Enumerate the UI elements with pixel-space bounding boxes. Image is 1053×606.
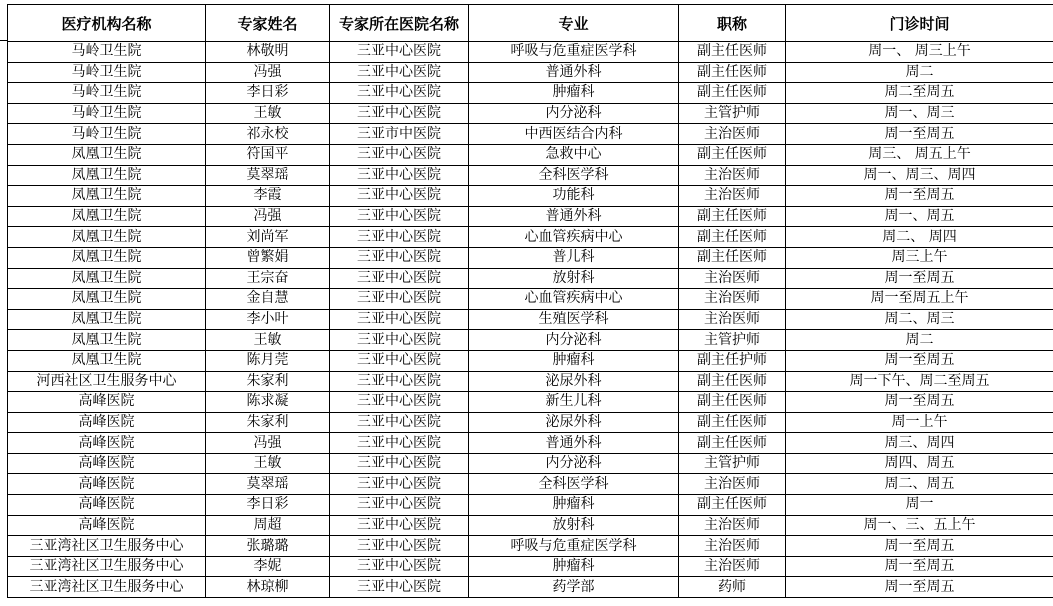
gridline-stub: [0, 40, 7, 41]
cell-expert-name[interactable]: 祁永校: [206, 124, 330, 145]
clinic-schedule-table: [7, 4, 1053, 598]
cell-title[interactable]: 主治医师: [679, 515, 786, 536]
cell-expert-hospital[interactable]: 三亚中心医院: [330, 412, 469, 433]
table-row: [8, 577, 1053, 598]
cell-clinic-time[interactable]: 周一至周五: [786, 392, 1053, 413]
cell-institution[interactable]: 高峰医院: [8, 453, 206, 474]
cell-title[interactable]: 主治医师: [679, 536, 786, 557]
cell-title[interactable]: 主治医师: [679, 165, 786, 186]
cell-clinic-time[interactable]: 周一至周五: [786, 186, 1053, 207]
cell-institution[interactable]: 凤凰卫生院: [8, 247, 206, 268]
cell-expert-name[interactable]: 李霞: [206, 186, 330, 207]
cell-clinic-time[interactable]: 周一至周五: [786, 577, 1053, 598]
cell-expert-hospital[interactable]: 三亚中心医院: [330, 289, 469, 310]
cell-specialty[interactable]: 急救中心: [469, 144, 679, 165]
cell-institution[interactable]: 高峰医院: [8, 433, 206, 454]
cell-title[interactable]: 主治医师: [679, 289, 786, 310]
cell-institution[interactable]: 马岭卫生院: [8, 103, 206, 124]
table-row: [8, 206, 1053, 227]
table-row: [8, 62, 1053, 83]
header-row: [8, 5, 1053, 42]
cell-clinic-time[interactable]: 周一: [786, 495, 1053, 516]
cell-institution[interactable]: 河西社区卫生服务中心: [8, 371, 206, 392]
cell-specialty[interactable]: 放射科: [469, 515, 679, 536]
cell-title[interactable]: 副主任医师: [679, 371, 786, 392]
header-clinic-time[interactable]: 门诊时间: [786, 5, 1053, 42]
cell-expert-hospital[interactable]: 三亚中心医院: [330, 165, 469, 186]
table-row: [8, 330, 1053, 351]
cell-institution[interactable]: 凤凰卫生院: [8, 309, 206, 330]
cell-clinic-time[interactable]: 周一至周五: [786, 124, 1053, 145]
cell-expert-name[interactable]: 李小叶: [206, 309, 330, 330]
cell-clinic-time[interactable]: 周二、 周四: [786, 227, 1053, 248]
table-row: [8, 495, 1053, 516]
cell-institution[interactable]: 三亚湾社区卫生服务中心: [8, 577, 206, 598]
cell-clinic-time[interactable]: 周一至周五: [786, 536, 1053, 557]
table-row: [8, 247, 1053, 268]
cell-expert-hospital[interactable]: 三亚市中医院: [330, 124, 469, 145]
cell-expert-name[interactable]: 刘尚军: [206, 227, 330, 248]
table-row: [8, 42, 1053, 63]
cell-expert-name[interactable]: 王敏: [206, 453, 330, 474]
cell-title[interactable]: 药师: [679, 577, 786, 598]
cell-clinic-time[interactable]: 周一至周五: [786, 556, 1053, 577]
cell-clinic-time[interactable]: 周二: [786, 330, 1053, 351]
cell-title[interactable]: 副主任医师: [679, 247, 786, 268]
cell-expert-name[interactable]: 陈求凝: [206, 392, 330, 413]
cell-title[interactable]: 副主任医师: [679, 83, 786, 104]
table-row: [8, 536, 1053, 557]
table-row: [8, 144, 1053, 165]
cell-specialty[interactable]: 放射科: [469, 268, 679, 289]
table-row: [8, 309, 1053, 330]
table-row: [8, 371, 1053, 392]
cell-clinic-time[interactable]: 周二、周三: [786, 309, 1053, 330]
cell-title[interactable]: 副主任医师: [679, 227, 786, 248]
cell-clinic-time[interactable]: 周二至周五: [786, 83, 1053, 104]
cell-expert-name[interactable]: 冯强: [206, 433, 330, 454]
cell-title[interactable]: 主治医师: [679, 474, 786, 495]
header-specialty[interactable]: 专业: [469, 5, 679, 42]
cell-title[interactable]: 主治医师: [679, 124, 786, 145]
cell-specialty[interactable]: 普通外科: [469, 206, 679, 227]
cell-clinic-time[interactable]: 周一下午、周二至周五: [786, 371, 1053, 392]
cell-expert-hospital[interactable]: 三亚中心医院: [330, 227, 469, 248]
cell-specialty[interactable]: 内分泌科: [469, 453, 679, 474]
cell-expert-name[interactable]: 冯强: [206, 62, 330, 83]
cell-expert-hospital[interactable]: 三亚中心医院: [330, 309, 469, 330]
table-row: [8, 515, 1053, 536]
cell-specialty[interactable]: 中西医结合内科: [469, 124, 679, 145]
cell-specialty[interactable]: 全科医学科: [469, 165, 679, 186]
cell-title[interactable]: 副主任医师: [679, 392, 786, 413]
cell-title[interactable]: 主治医师: [679, 556, 786, 577]
cell-specialty[interactable]: 内分泌科: [469, 103, 679, 124]
cell-clinic-time[interactable]: 周一至周五上午: [786, 289, 1053, 310]
cell-specialty[interactable]: 新生儿科: [469, 392, 679, 413]
cell-expert-hospital[interactable]: 三亚中心医院: [330, 330, 469, 351]
cell-expert-name[interactable]: 林敬明: [206, 42, 330, 63]
cell-expert-hospital[interactable]: 三亚中心医院: [330, 536, 469, 557]
cell-specialty[interactable]: 泌尿外科: [469, 412, 679, 433]
cell-institution[interactable]: 马岭卫生院: [8, 42, 206, 63]
cell-clinic-time[interactable]: 周一上午: [786, 412, 1053, 433]
table-row: [8, 556, 1053, 577]
cell-expert-name[interactable]: 金自慧: [206, 289, 330, 310]
table-row: [8, 289, 1053, 310]
cell-expert-name[interactable]: 周超: [206, 515, 330, 536]
cell-expert-hospital[interactable]: 三亚中心医院: [330, 515, 469, 536]
cell-expert-name[interactable]: 张璐璐: [206, 536, 330, 557]
cell-expert-hospital[interactable]: 三亚中心医院: [330, 83, 469, 104]
table-row: [8, 392, 1053, 413]
cell-institution[interactable]: 凤凰卫生院: [8, 289, 206, 310]
cell-expert-name[interactable]: 陈月莞: [206, 350, 330, 371]
cell-specialty[interactable]: 肿瘤科: [469, 556, 679, 577]
cell-title[interactable]: 主治医师: [679, 268, 786, 289]
table-row: [8, 453, 1053, 474]
cell-expert-hospital[interactable]: 三亚中心医院: [330, 556, 469, 577]
cell-title[interactable]: 副主任医师: [679, 42, 786, 63]
cell-specialty[interactable]: 呼吸与危重症医学科: [469, 536, 679, 557]
cell-institution[interactable]: 凤凰卫生院: [8, 186, 206, 207]
cell-clinic-time[interactable]: 周一、周五: [786, 206, 1053, 227]
cell-institution[interactable]: 凤凰卫生院: [8, 330, 206, 351]
cell-specialty[interactable]: 全科医学科: [469, 474, 679, 495]
table-row: [8, 165, 1053, 186]
cell-institution[interactable]: 凤凰卫生院: [8, 268, 206, 289]
cell-expert-name[interactable]: 朱家利: [206, 412, 330, 433]
cell-expert-hospital[interactable]: 三亚中心医院: [330, 247, 469, 268]
cell-institution[interactable]: 凤凰卫生院: [8, 144, 206, 165]
cell-clinic-time[interactable]: 周三、 周五上午: [786, 144, 1053, 165]
cell-specialty[interactable]: 普通外科: [469, 433, 679, 454]
cell-expert-name[interactable]: 李妮: [206, 556, 330, 577]
cell-expert-name[interactable]: 王敏: [206, 330, 330, 351]
table-row: [8, 124, 1053, 145]
cell-institution[interactable]: 凤凰卫生院: [8, 227, 206, 248]
cell-expert-name[interactable]: 莫翠瑶: [206, 165, 330, 186]
table-row: [8, 83, 1053, 104]
cell-specialty[interactable]: 心血管疾病中心: [469, 289, 679, 310]
table-row: [8, 227, 1053, 248]
cell-specialty[interactable]: 功能科: [469, 186, 679, 207]
table-row: [8, 103, 1053, 124]
cell-clinic-time[interactable]: 周二、周五: [786, 474, 1053, 495]
cell-specialty[interactable]: 普通外科: [469, 62, 679, 83]
header-expert-name[interactable]: 专家姓名: [206, 5, 330, 42]
cell-clinic-time[interactable]: 周一至周五: [786, 350, 1053, 371]
cell-expert-name[interactable]: 朱家利: [206, 371, 330, 392]
cell-expert-hospital[interactable]: 三亚中心医院: [330, 144, 469, 165]
header-expert-hospital[interactable]: 专家所在医院名称: [330, 5, 469, 42]
cell-specialty[interactable]: 药学部: [469, 577, 679, 598]
cell-specialty[interactable]: 心血管疾病中心: [469, 227, 679, 248]
cell-clinic-time[interactable]: 周一、周三: [786, 103, 1053, 124]
cell-clinic-time[interactable]: 周一至周五: [786, 268, 1053, 289]
cell-specialty[interactable]: 泌尿外科: [469, 371, 679, 392]
cell-expert-name[interactable]: 莫翠瑶: [206, 474, 330, 495]
table-body: [8, 42, 1053, 598]
cell-title[interactable]: 副主任医师: [679, 412, 786, 433]
cell-specialty[interactable]: 普儿科: [469, 247, 679, 268]
cell-specialty[interactable]: 肿瘤科: [469, 350, 679, 371]
cell-institution[interactable]: 高峰医院: [8, 474, 206, 495]
cell-title[interactable]: 主治医师: [679, 186, 786, 207]
cell-expert-hospital[interactable]: 三亚中心医院: [330, 495, 469, 516]
cell-expert-name[interactable]: 冯强: [206, 206, 330, 227]
cell-expert-name[interactable]: 王宗奋: [206, 268, 330, 289]
cell-expert-hospital[interactable]: 三亚中心医院: [330, 453, 469, 474]
table-row: [8, 186, 1053, 207]
cell-clinic-time[interactable]: 周三、周四: [786, 433, 1053, 454]
table-row: [8, 433, 1053, 454]
cell-expert-hospital[interactable]: 三亚中心医院: [330, 103, 469, 124]
cell-expert-hospital[interactable]: 三亚中心医院: [330, 350, 469, 371]
table-row: [8, 474, 1053, 495]
cell-institution[interactable]: 高峰医院: [8, 392, 206, 413]
cell-expert-hospital[interactable]: 三亚中心医院: [330, 392, 469, 413]
cell-expert-hospital[interactable]: 三亚中心医院: [330, 474, 469, 495]
cell-expert-name[interactable]: 曾繁娟: [206, 247, 330, 268]
cell-institution[interactable]: 高峰医院: [8, 515, 206, 536]
cell-institution[interactable]: 马岭卫生院: [8, 83, 206, 104]
cell-specialty[interactable]: 生殖医学科: [469, 309, 679, 330]
cell-specialty[interactable]: 呼吸与危重症医学科: [469, 42, 679, 63]
cell-title[interactable]: 副主任护师: [679, 350, 786, 371]
cell-expert-hospital[interactable]: 三亚中心医院: [330, 42, 469, 63]
cell-expert-hospital[interactable]: 三亚中心医院: [330, 433, 469, 454]
cell-institution[interactable]: 凤凰卫生院: [8, 206, 206, 227]
cell-title[interactable]: 副主任医师: [679, 433, 786, 454]
cell-title[interactable]: 副主任医师: [679, 495, 786, 516]
cell-clinic-time[interactable]: 周三上午: [786, 247, 1053, 268]
cell-expert-name[interactable]: 李日彩: [206, 495, 330, 516]
cell-clinic-time[interactable]: 周四、周五: [786, 453, 1053, 474]
cell-title[interactable]: 主治医师: [679, 309, 786, 330]
cell-clinic-time[interactable]: 周一、周三、周四: [786, 165, 1053, 186]
cell-expert-hospital[interactable]: 三亚中心医院: [330, 206, 469, 227]
cell-expert-hospital[interactable]: 三亚中心医院: [330, 62, 469, 83]
cell-institution[interactable]: 马岭卫生院: [8, 124, 206, 145]
cell-institution[interactable]: 三亚湾社区卫生服务中心: [8, 536, 206, 557]
cell-expert-hospital[interactable]: 三亚中心医院: [330, 371, 469, 392]
table-row: [8, 350, 1053, 371]
cell-clinic-time[interactable]: 周二: [786, 62, 1053, 83]
cell-title[interactable]: 主管护师: [679, 453, 786, 474]
cell-title[interactable]: 副主任医师: [679, 144, 786, 165]
table-row: [8, 412, 1053, 433]
table-header: [8, 5, 1053, 42]
cell-expert-name[interactable]: 李日彩: [206, 83, 330, 104]
table-row: [8, 268, 1053, 289]
header-institution[interactable]: 医疗机构名称: [8, 5, 206, 42]
cell-institution[interactable]: 马岭卫生院: [8, 62, 206, 83]
cell-institution[interactable]: 高峰医院: [8, 495, 206, 516]
cell-institution[interactable]: 三亚湾社区卫生服务中心: [8, 556, 206, 577]
cell-expert-name[interactable]: 符国平: [206, 144, 330, 165]
cell-specialty[interactable]: 肿瘤科: [469, 83, 679, 104]
header-title[interactable]: 职称: [679, 5, 786, 42]
cell-institution[interactable]: 凤凰卫生院: [8, 350, 206, 371]
cell-institution[interactable]: 凤凰卫生院: [8, 165, 206, 186]
cell-institution[interactable]: 高峰医院: [8, 412, 206, 433]
cell-expert-hospital[interactable]: 三亚中心医院: [330, 268, 469, 289]
cell-expert-hospital[interactable]: 三亚中心医院: [330, 186, 469, 207]
cell-expert-name[interactable]: 王敏: [206, 103, 330, 124]
cell-specialty[interactable]: 肿瘤科: [469, 495, 679, 516]
cell-title[interactable]: 副主任医师: [679, 62, 786, 83]
cell-title[interactable]: 主管护师: [679, 330, 786, 351]
cell-clinic-time[interactable]: 周一、 周三上午: [786, 42, 1053, 63]
cell-clinic-time[interactable]: 周一、三、五上午: [786, 515, 1053, 536]
cell-specialty[interactable]: 内分泌科: [469, 330, 679, 351]
cell-title[interactable]: 副主任医师: [679, 206, 786, 227]
cell-expert-name[interactable]: 林琼柳: [206, 577, 330, 598]
cell-title[interactable]: 主管护师: [679, 103, 786, 124]
cell-expert-hospital[interactable]: 三亚中心医院: [330, 577, 469, 598]
